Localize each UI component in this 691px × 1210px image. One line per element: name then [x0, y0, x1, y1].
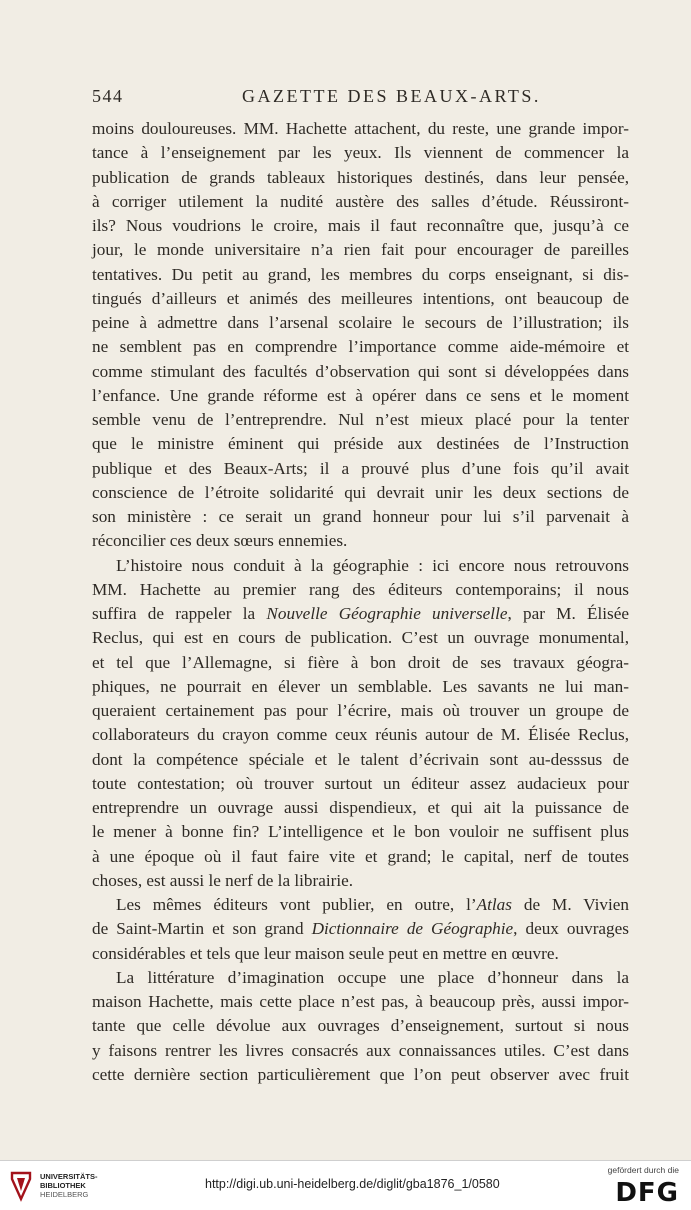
text-segment: tance à l’enseignement par les yeux. Ils viennent de commencer la: [92, 143, 629, 163]
text-segment: réconcilier ces deux sœurs ennemies.: [92, 531, 348, 551]
text-segment: cette dernière section particulièrement que l’on peut observer avec fruit: [92, 1064, 629, 1084]
library-name: [40, 1172, 98, 1199]
text-segment: publique et des Beaux-Arts; il a prouvé plus d’une fois qu’il avait: [92, 458, 629, 478]
text-segment: le mener à bonne fin? L’intelligence et le bon vouloir ne suffisent plus: [92, 822, 629, 842]
viewer-footer: [0, 1160, 691, 1210]
funding-caption: gefördert durch die: [607, 1165, 679, 1175]
text-line: [92, 335, 629, 359]
running-title: GAZETTE DES BEAUX-ARTS.: [242, 86, 541, 106]
text-segment: publication de grands tableaux historiques destinés, dans leur pensée,: [92, 167, 629, 187]
text-segment: et tel que l’Allemagne, si fière à bon droit de ses travaux géogra-: [92, 652, 629, 672]
text-line: [92, 893, 629, 917]
text-line: [92, 845, 629, 869]
text-segment: l’enfance. Une grande réforme est à opérer dans ce sens et le moment: [92, 385, 629, 405]
text-segment: de M. Vivien: [511, 895, 629, 914]
permalink-url[interactable]: http://digi.ub.uni-heidelberg.de/diglit/gba1876_1/0580: [205, 1177, 500, 1191]
text-segment: , deux ouvrages: [513, 919, 629, 939]
text-segment: tante que celle dévolue aux ouvrages d’enseignement, surtout si nous: [92, 1016, 629, 1036]
text-line: [92, 263, 629, 287]
text-segment: toute contestation; où trouver surtout un éditeur assez audacieux pour: [92, 773, 629, 793]
text-segment: moins douloureuses. MM. Hachette attachent, du reste, une grande impor-: [92, 119, 629, 138]
text-segment: à corriger utilement la nudité austère des salles d’étude. Réussiront-: [92, 191, 629, 211]
text-segment: considérables et tels que leur maison seule peut en mettre en œuvre.: [92, 943, 559, 963]
text-line: [92, 796, 629, 820]
text-line: [92, 238, 629, 262]
text-line: [92, 772, 629, 796]
text-line: [92, 1039, 629, 1063]
text-segment: de Saint-Martin et son grand: [92, 919, 312, 939]
text-segment: L’histoire nous conduit à la géographie : ici encore nous retrouvons: [116, 555, 629, 575]
italic-title: Dictionnaire de Géographie: [311, 919, 514, 939]
text-line: [92, 311, 629, 335]
text-segment: dont la compétence spéciale et le talent d’écrivain sont au-desssus de: [92, 749, 629, 769]
text-segment: Reclus, qui est en cours de publication. C’est un ouvrage monumental,: [92, 628, 629, 648]
text-line: [92, 578, 629, 602]
text-segment: son ministère : ce serait un grand honneur pour lui s’il parvenait à: [92, 507, 629, 526]
text-segment: choses, est aussi le nerf de la librairie.: [92, 870, 354, 890]
text-segment: tingués d’ailleurs et animés des meilleures intentions, ont beaucoup de: [92, 288, 629, 308]
text-line: [92, 505, 629, 529]
text-segment: entreprendre un ouvrage aussi dispendieux, et qui ait la puissance de: [92, 798, 629, 817]
text-segment: que le ministre éminent qui préside aux destinées de l’Instruction: [92, 434, 629, 454]
text-line: [92, 966, 629, 990]
text-segment: phiques, ne pourrait en élever un semblable. Les savants ne lui man-: [92, 676, 629, 696]
library-seal-icon: [8, 1169, 34, 1203]
text-line: [92, 384, 629, 408]
text-line: [92, 408, 629, 432]
text-segment: queraient certainement pas pour l’écrire, mais où trouver un groupe de: [92, 701, 629, 720]
italic-title: Atlas: [476, 895, 512, 914]
text-line: [92, 190, 629, 214]
text-segment: collaborateurs du crayon comme ceux réunis autour de M. Élisée Reclus,: [92, 725, 629, 745]
text-segment: peine à admettre dans l’arsenal scolaire le secours de l’illustration; ils: [92, 313, 629, 332]
text-segment: ils? Nous voudrions le croire, mais il faut reconnaître que, jusqu’à ce: [92, 216, 629, 235]
text-line: [92, 117, 629, 141]
text-line: [92, 869, 629, 893]
text-segment: comme stimulant des facultés d’observation qui sont si développées dans: [92, 361, 629, 381]
text-line: [92, 1063, 629, 1087]
library-name-line3: HEIDELBERG: [40, 1190, 89, 1199]
text-line: [92, 457, 629, 481]
italic-title: Nouvelle Géographie universelle: [266, 604, 508, 623]
text-line: [92, 723, 629, 747]
page-number: 544: [92, 86, 124, 106]
text-segment: suffira de rappeler la: [92, 604, 267, 623]
text-segment: ne semblent pas en comprendre l’importance comme aide-mémoire et: [92, 337, 629, 357]
text-segment: maison Hachette, mais cette place n’est pas, à beaucoup près, aussi impor-: [92, 992, 629, 1011]
text-line: [92, 554, 629, 578]
text-line: [92, 626, 629, 650]
text-line: [92, 432, 629, 456]
text-segment: à une époque où il faut faire vite et grand; le capital, nerf de toutes: [92, 846, 629, 866]
text-line: [92, 141, 629, 165]
text-segment: jour, le monde universitaire n’a rien fait pour encourager de pareilles: [92, 240, 629, 260]
text-segment: tentatives. Du petit au grand, les membres du corps enseignant, si dis-: [92, 264, 629, 284]
text-segment: La littérature d’imagination occupe une place d’honneur dans la: [116, 967, 629, 987]
text-line: [92, 990, 629, 1014]
text-line: [92, 942, 629, 966]
text-line: [92, 748, 629, 772]
text-line: [92, 699, 629, 723]
text-line: [92, 917, 629, 941]
text-line: [92, 214, 629, 238]
text-line: [92, 287, 629, 311]
text-line: [92, 651, 629, 675]
library-name-line1: UNIVERSITÄTS-: [40, 1172, 98, 1181]
text-segment: MM. Hachette au premier rang des éditeurs contemporains; il nous: [92, 579, 629, 599]
dfg-logo: DFG: [615, 1178, 679, 1208]
text-line: [92, 820, 629, 844]
text-line: [92, 675, 629, 699]
text-segment: conscience de l’étroite solidarité qui devrait unir les deux sections de: [92, 482, 629, 502]
text-segment: y faisons rentrer les livres consacrés aux connaissances utiles. C’est dans: [92, 1040, 629, 1060]
text-line: [92, 481, 629, 505]
text-line: [92, 360, 629, 384]
text-line: [92, 166, 629, 190]
library-name-line2: BIBLIOTHEK: [40, 1181, 86, 1190]
text-segment: , par M. Élisée: [507, 604, 629, 623]
text-line: [92, 602, 629, 626]
body-text: [92, 117, 629, 1087]
text-segment: Les mêmes éditeurs vont publier, en outre, l’: [116, 895, 477, 914]
text-line: [92, 1014, 629, 1038]
text-line: [92, 529, 629, 553]
text-segment: semble venu de l’entreprendre. Nul n’est mieux placé pour la tenter: [92, 410, 629, 429]
